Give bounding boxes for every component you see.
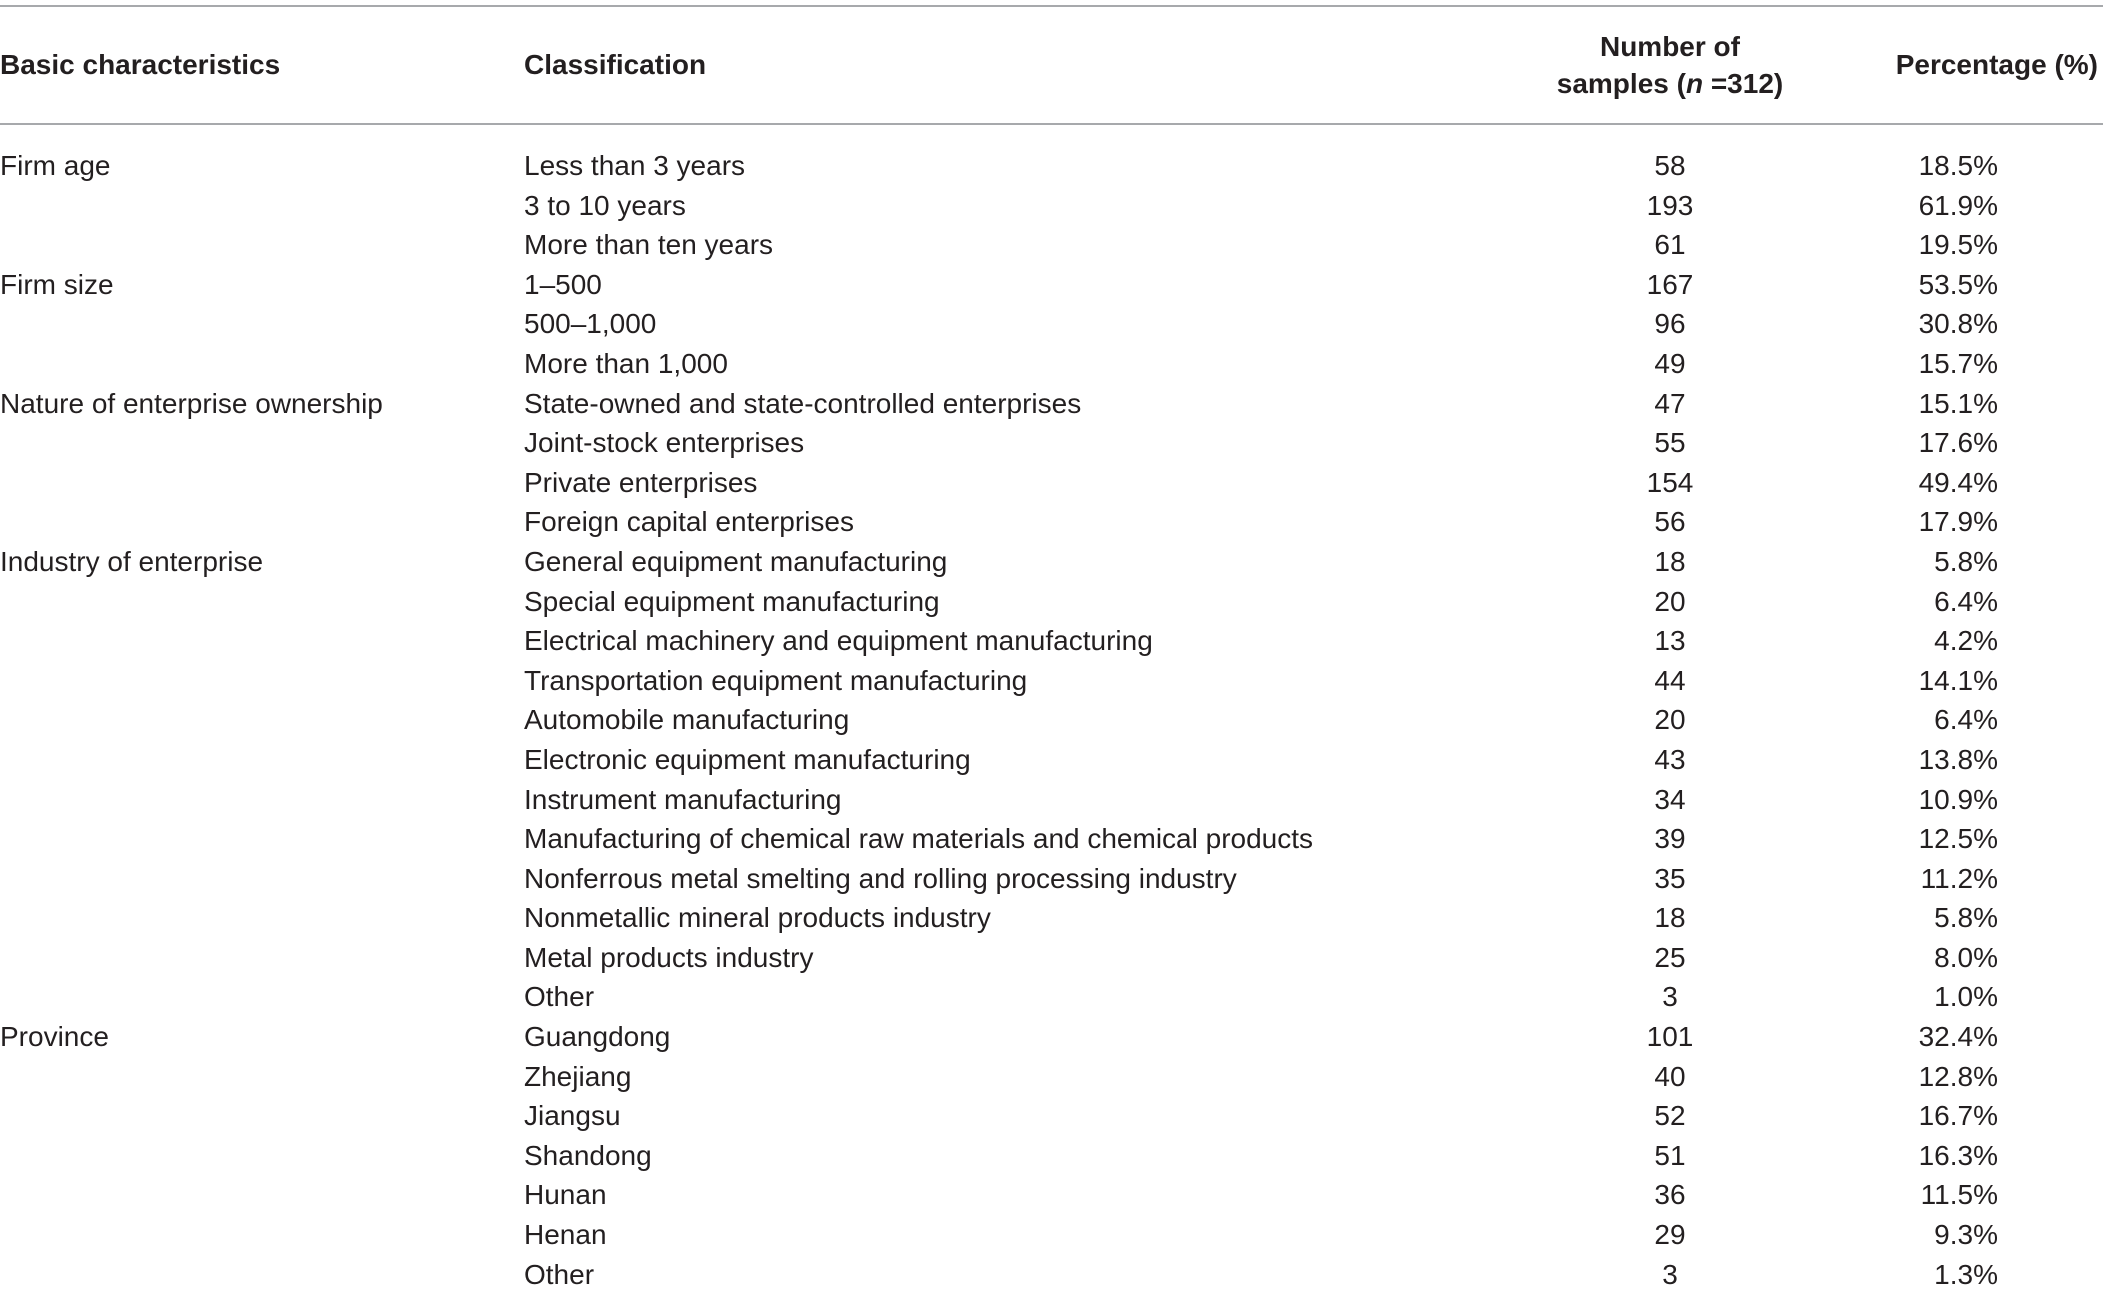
cell-classification: Joint-stock enterprises — [524, 427, 805, 459]
cell-number-of-samples: 56 — [1654, 506, 1686, 538]
cell-number-of-samples: 49 — [1654, 347, 1686, 379]
cell-classification: Special equipment manufacturing — [524, 585, 940, 617]
cell-basic-characteristics — [0, 819, 520, 859]
table-row — [0, 938, 2103, 978]
table-row — [0, 1255, 2103, 1295]
cell-percentage: 10.9% — [1918, 783, 1998, 815]
table-row — [0, 740, 2103, 780]
cell-number-of-samples: 36 — [1654, 1179, 1686, 1211]
cell-number-of-samples: 25 — [1654, 941, 1686, 973]
cell-classification: Automobile manufacturing — [524, 704, 850, 736]
cell-classification: Nonmetallic mineral products industry — [524, 902, 991, 934]
header-classification: Classification — [524, 49, 707, 80]
table-row — [0, 582, 2103, 622]
cell-percentage: 1.0% — [1934, 981, 1998, 1013]
cell-number-of-samples: 3 — [1662, 1258, 1678, 1290]
table-row — [0, 502, 2103, 542]
cell-percentage: 49.4% — [1918, 466, 1998, 498]
header-basic-characteristics: Basic characteristics — [0, 49, 281, 80]
cell-number-of-samples: 101 — [1646, 1021, 1694, 1053]
cell-classification: General equipment manufacturing — [524, 545, 948, 577]
cell-basic-characteristics: Province — [0, 1021, 109, 1053]
cell-classification: 3 to 10 years — [524, 189, 686, 221]
cell-percentage: 11.5% — [1920, 1179, 1998, 1211]
cell-percentage: 16.3% — [1918, 1139, 1998, 1171]
table-row — [0, 1057, 2103, 1097]
cell-classification: Instrument manufacturing — [524, 783, 842, 815]
cell-classification: Nonferrous metal smelting and rolling processing industry — [524, 862, 1237, 894]
cell-basic-characteristics — [0, 423, 520, 463]
table-row — [0, 1175, 2103, 1215]
table-row — [0, 384, 2103, 424]
cell-number-of-samples: 55 — [1654, 427, 1686, 459]
table-header-rule — [0, 123, 2103, 125]
table-row — [0, 1215, 2103, 1255]
cell-basic-characteristics — [0, 740, 520, 780]
cell-classification: Electronic equipment manufacturing — [524, 743, 971, 775]
cell-basic-characteristics — [0, 700, 520, 740]
cell-number-of-samples: 44 — [1654, 664, 1686, 696]
cell-percentage: 19.5% — [1918, 229, 1998, 261]
cell-basic-characteristics — [0, 780, 520, 820]
cell-number-of-samples: 51 — [1654, 1139, 1686, 1171]
cell-classification: Foreign capital enterprises — [524, 506, 854, 538]
cell-number-of-samples: 39 — [1654, 823, 1686, 855]
cell-basic-characteristics: Firm size — [0, 268, 114, 300]
cell-basic-characteristics — [0, 977, 520, 1017]
table-row — [0, 463, 2103, 503]
table-row — [0, 1017, 2103, 1057]
table-row — [0, 1096, 2103, 1136]
cell-classification: Private enterprises — [524, 466, 758, 498]
cell-basic-characteristics — [0, 463, 520, 503]
table-row — [0, 146, 2103, 186]
cell-basic-characteristics: Firm age — [0, 150, 111, 181]
cell-number-of-samples: 61 — [1654, 229, 1686, 261]
cell-number-of-samples: 13 — [1654, 625, 1686, 657]
cell-classification: Jiangsu — [524, 1100, 621, 1132]
cell-basic-characteristics — [0, 186, 520, 226]
table-row — [0, 542, 2103, 582]
cell-basic-characteristics — [0, 661, 520, 701]
cell-percentage: 30.8% — [1918, 308, 1998, 340]
cell-classification: Transportation equipment manufacturing — [524, 664, 1028, 696]
table-row — [0, 1136, 2103, 1176]
cell-basic-characteristics: Nature of enterprise ownership — [0, 387, 383, 419]
cell-number-of-samples: 40 — [1654, 1060, 1686, 1092]
cell-basic-characteristics — [0, 621, 520, 661]
cell-percentage: 12.8% — [1918, 1060, 1998, 1092]
cell-number-of-samples: 96 — [1654, 308, 1686, 340]
cell-percentage: 61.9% — [1918, 189, 1998, 221]
cell-percentage: 15.1% — [1918, 387, 1998, 419]
cell-percentage: 1.3% — [1934, 1258, 1998, 1290]
cell-classification: State-owned and state-controlled enterprises — [524, 387, 1082, 419]
table-header-row — [0, 6, 2103, 123]
cell-basic-characteristics — [0, 938, 520, 978]
table-row — [0, 977, 2103, 1017]
cell-percentage: 17.9% — [1918, 506, 1998, 538]
cell-basic-characteristics — [0, 1215, 520, 1255]
cell-classification: Henan — [524, 1219, 607, 1251]
table-row — [0, 700, 2103, 740]
cell-number-of-samples: 34 — [1654, 783, 1686, 815]
cell-basic-characteristics — [0, 225, 520, 265]
cell-percentage: 9.3% — [1934, 1219, 1998, 1251]
header-samples-suffix: =312) — [1703, 67, 1784, 99]
cell-classification: Electrical machinery and equipment manufacturing — [524, 625, 1153, 657]
cell-classification: Zhejiang — [524, 1060, 632, 1092]
cell-percentage: 13.8% — [1918, 743, 1998, 775]
cell-classification: Hunan — [524, 1179, 607, 1211]
cell-basic-characteristics — [0, 582, 520, 622]
table-row — [0, 859, 2103, 899]
cell-classification: Other — [524, 1258, 595, 1290]
cell-number-of-samples: 58 — [1654, 150, 1686, 181]
cell-classification: Manufacturing of chemical raw materials and chemical products — [524, 823, 1314, 855]
cell-number-of-samples: 154 — [1646, 466, 1694, 498]
cell-number-of-samples: 193 — [1646, 189, 1694, 221]
cell-percentage: 14.1% — [1918, 664, 1998, 696]
cell-basic-characteristics: Industry of enterprise — [0, 545, 264, 577]
table-row — [0, 186, 2103, 226]
table-row — [0, 621, 2103, 661]
cell-percentage: 53.5% — [1918, 268, 1998, 300]
cell-percentage: 15.7% — [1918, 347, 1998, 379]
table-row — [0, 423, 2103, 463]
table-row — [0, 898, 2103, 938]
cell-basic-characteristics — [0, 502, 520, 542]
cell-number-of-samples: 43 — [1654, 743, 1686, 775]
cell-classification: Metal products industry — [524, 941, 814, 973]
cell-basic-characteristics — [0, 1255, 520, 1295]
cell-percentage: 11.2% — [1920, 862, 1998, 894]
cell-basic-characteristics — [0, 1136, 520, 1176]
cell-number-of-samples: 167 — [1646, 268, 1694, 300]
cell-number-of-samples: 47 — [1654, 387, 1686, 419]
cell-percentage: 18.5% — [1918, 150, 1998, 181]
cell-percentage: 4.2% — [1934, 625, 1998, 657]
cell-percentage: 12.5% — [1918, 823, 1998, 855]
cell-number-of-samples: 3 — [1662, 981, 1678, 1013]
cell-classification: Less than 3 years — [524, 150, 746, 181]
cell-basic-characteristics — [0, 859, 520, 899]
cell-number-of-samples: 29 — [1654, 1219, 1686, 1251]
cell-number-of-samples: 20 — [1654, 585, 1686, 617]
table-row — [0, 265, 2103, 305]
cell-classification: Guangdong — [524, 1021, 671, 1053]
cell-classification: 1–500 — [524, 268, 602, 300]
cell-number-of-samples: 52 — [1654, 1100, 1686, 1132]
cell-basic-characteristics — [0, 1057, 520, 1097]
cell-basic-characteristics — [0, 304, 520, 344]
cell-classification: More than 1,000 — [524, 347, 728, 379]
cell-percentage: 5.8% — [1934, 545, 1998, 577]
cell-percentage: 32.4% — [1918, 1021, 1998, 1053]
cell-percentage: 6.4% — [1934, 585, 1998, 617]
header-percentage: Percentage (%) — [1895, 49, 2098, 80]
cell-basic-characteristics — [0, 1096, 520, 1136]
cell-percentage: 8.0% — [1934, 941, 1998, 973]
table-row — [0, 225, 2103, 265]
cell-classification: More than ten years — [524, 229, 774, 261]
cell-percentage: 5.8% — [1934, 902, 1998, 934]
header-samples-line1: Number of — [1599, 30, 1740, 62]
cell-classification: Shandong — [524, 1139, 652, 1171]
cell-classification: 500–1,000 — [524, 308, 657, 340]
header-number-of-samples — [1520, 6, 1820, 123]
cell-number-of-samples: 20 — [1654, 704, 1686, 736]
cell-percentage: 17.6% — [1918, 427, 1998, 459]
cell-basic-characteristics — [0, 344, 520, 384]
cell-number-of-samples: 35 — [1654, 862, 1686, 894]
table-row — [0, 780, 2103, 820]
cell-number-of-samples: 18 — [1654, 902, 1686, 934]
cell-number-of-samples: 18 — [1654, 545, 1686, 577]
cell-percentage: 6.4% — [1934, 704, 1998, 736]
table-row — [0, 344, 2103, 384]
cell-classification: Other — [524, 981, 595, 1013]
header-samples-prefix: samples ( — [1556, 67, 1686, 99]
table-row — [0, 819, 2103, 859]
cell-percentage: 16.7% — [1918, 1100, 1998, 1132]
cell-basic-characteristics — [0, 898, 520, 938]
table-row — [0, 661, 2103, 701]
cell-basic-characteristics — [0, 1175, 520, 1215]
header-samples-n: n — [1685, 67, 1704, 99]
table-body — [0, 146, 2103, 1294]
table-row — [0, 304, 2103, 344]
